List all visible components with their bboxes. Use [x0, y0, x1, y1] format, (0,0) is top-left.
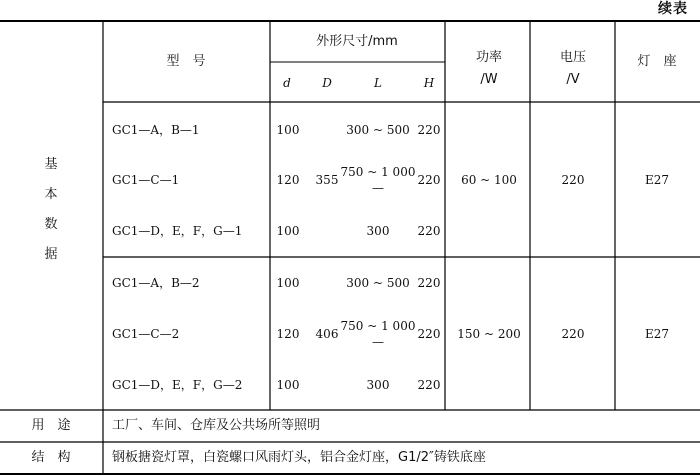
socket-cell: E27: [644, 327, 670, 341]
header-D: D: [322, 76, 332, 90]
continued-label: 续表: [658, 1, 688, 17]
header-L: L: [374, 76, 382, 90]
d-cell: 120: [276, 327, 300, 341]
header-d: d: [283, 76, 291, 90]
model-cell: GC1—C—2: [112, 327, 180, 341]
voltage-cell: 220: [561, 173, 585, 187]
L-cell: 750 ~ 1 000 —: [340, 319, 416, 349]
usage-value: 工厂、车间、仓库及公共场所等照明: [112, 418, 321, 433]
L-cell: 750 ~ 1 000 —: [340, 165, 416, 195]
H-cell: 220: [417, 276, 441, 290]
header-socket: 灯 座: [637, 54, 677, 69]
d-cell: 100: [276, 224, 300, 238]
section-label: 基 本 数 据: [44, 157, 58, 262]
L-cell: 300: [366, 224, 390, 238]
H-cell: 220: [417, 173, 441, 187]
model-cell: GC1—D，E，F，G—1: [112, 224, 243, 238]
model-cell: GC1—C—1: [112, 173, 180, 187]
D-cell: 406: [315, 327, 339, 341]
d-cell: 100: [276, 378, 300, 392]
header-power: 功率 /W: [475, 50, 503, 87]
structure-label: 结 构: [31, 450, 71, 465]
structure-value: 钢板搪瓷灯罩，白瓷螺口风雨灯头，铝合金灯座，G1/2″铸铁底座: [112, 450, 486, 465]
H-cell: 220: [417, 224, 441, 238]
header-dimensions: 外形尺寸/mm: [316, 34, 398, 49]
H-cell: 220: [417, 123, 441, 137]
H-cell: 220: [417, 327, 441, 341]
model-cell: GC1—A，B—1: [112, 123, 200, 137]
header-H: H: [423, 76, 435, 90]
usage-label: 用 途: [31, 418, 71, 433]
L-cell: 300 ~ 500: [346, 123, 410, 137]
d-cell: 100: [276, 276, 300, 290]
L-cell: 300 ~ 500: [346, 276, 410, 290]
d-cell: 120: [276, 173, 300, 187]
power-cell: 150 ~ 200: [457, 327, 521, 341]
socket-cell: E27: [644, 173, 670, 187]
power-cell: 60 ~ 100: [461, 173, 517, 187]
D-cell: 355: [315, 173, 339, 187]
H-cell: 220: [417, 378, 441, 392]
model-cell: GC1—D，E，F，G—2: [112, 378, 243, 392]
header-model: 型 号: [166, 54, 206, 69]
voltage-cell: 220: [561, 327, 585, 341]
model-cell: GC1—A，B—2: [112, 276, 200, 290]
L-cell: 300: [366, 378, 390, 392]
d-cell: 100: [276, 123, 300, 137]
header-voltage: 电压 /V: [559, 50, 587, 87]
